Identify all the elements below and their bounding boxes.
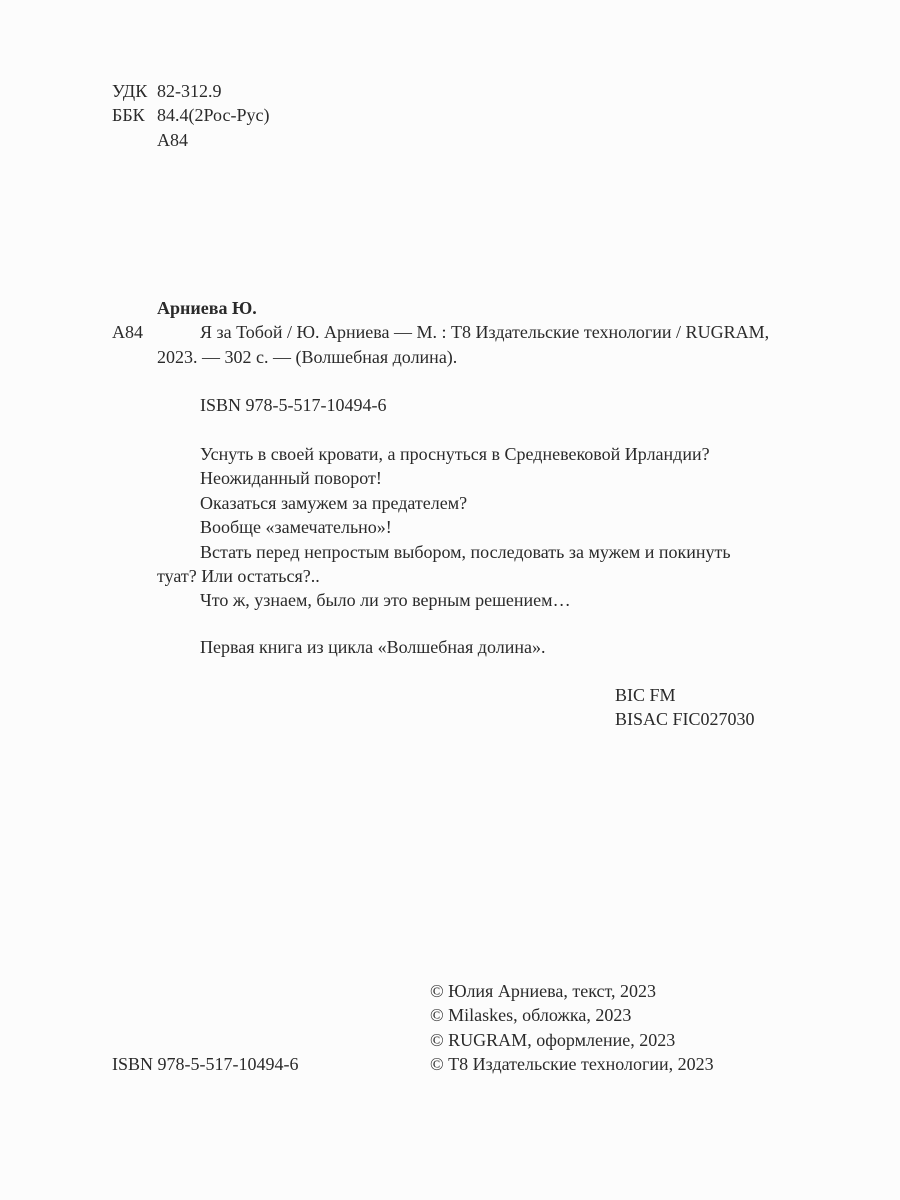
annotation-paragraph: Вообще «замечательно»! — [200, 517, 392, 538]
citation-author-sign: А84 — [112, 322, 143, 343]
catalog-card — [112, 296, 774, 369]
annotation-paragraph: Уснуть в своей кровати, а проснуться в Средневековой Ирландии? — [200, 444, 710, 464]
annotation-paragraph: Оказаться замужем за предателем? — [200, 492, 468, 513]
bbk-label: ББК — [112, 105, 145, 126]
author-sign-spacer — [112, 128, 157, 152]
series-note: Первая книга из цикла «Волшебная долина». — [200, 637, 546, 657]
copyright-line: © RUGRAM, оформление, 2023 — [430, 1029, 676, 1050]
isbn-top: ISBN 978-5-517-10494-6 — [200, 395, 387, 415]
isbn-bottom: ISBN 978-5-517-10494-6 — [112, 1054, 299, 1074]
copyright-line: © Milaskes, обложка, 2023 — [430, 1005, 632, 1026]
udk-label: УДК — [112, 81, 148, 101]
bbk-value: 84.4(2Рос-Рус) — [157, 105, 270, 126]
udk-value: 82-312.9 — [157, 81, 222, 101]
annotation-block — [157, 442, 773, 613]
codes-block — [615, 683, 755, 732]
copyright-block — [430, 979, 714, 1077]
copyright-line: © Юлия Арниева, текст, 2023 — [430, 981, 656, 1001]
classification-block — [112, 79, 269, 152]
annotation-paragraph: Встать перед непростым выбором, последовать за мужем и покинуть туат? Или остаться?.. — [157, 541, 731, 587]
author-sign-line — [112, 128, 269, 152]
citation-text: Я за Тобой / Ю. Арниева — М. : Т8 Издательские технологии / RUGRAM, 2023. — 302 с. — (Волшебная долина). — [157, 322, 770, 367]
author-heading: Арниева Ю. — [157, 298, 257, 318]
author-sign-value: А84 — [157, 129, 188, 150]
bic-code: BIC FM — [615, 685, 676, 705]
copyright-line: © Т8 Издательские технологии, 2023 — [430, 1054, 714, 1075]
udk-line — [112, 79, 269, 103]
annotation-paragraph: Неожиданный поворот! — [200, 468, 382, 489]
annotation-paragraph: Что ж, узнаем, было ли это верным решением… — [200, 590, 571, 611]
bisac-code: BISAC FIC027030 — [615, 709, 755, 730]
citation-row — [112, 320, 774, 369]
bbk-line — [112, 103, 269, 127]
